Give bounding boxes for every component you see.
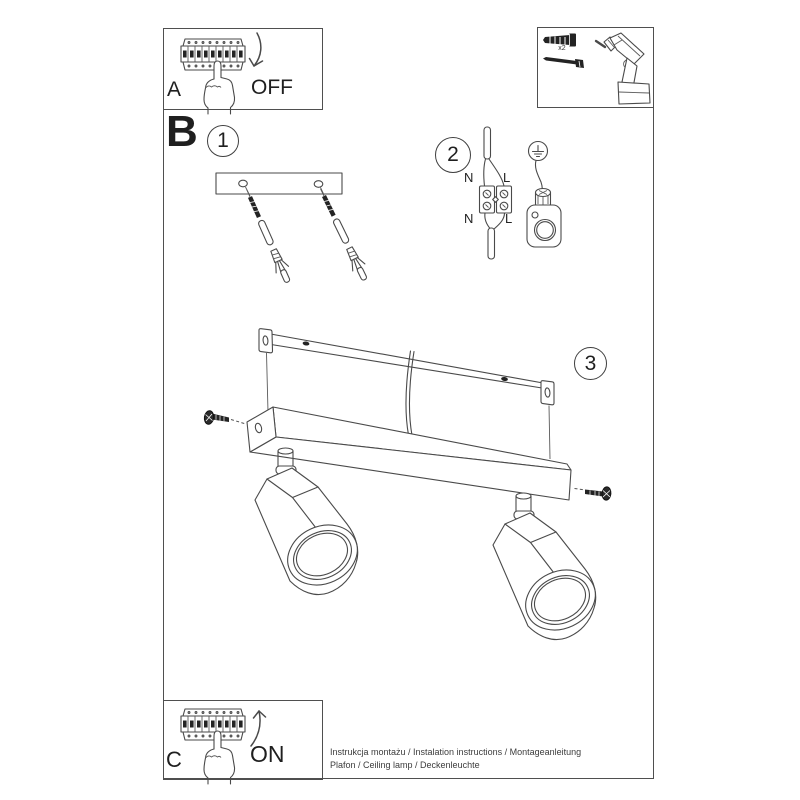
drill-icon [596, 33, 650, 104]
step-2-number: 2 [447, 143, 459, 166]
curved-arrow-down-icon [250, 33, 263, 66]
step-3-badge [574, 347, 607, 380]
earth-ground-symbol-icon [529, 142, 548, 161]
ground-clamp-drawing [527, 161, 561, 248]
side-screw-right-icon [575, 487, 612, 501]
terminal-block-drawing [480, 186, 512, 213]
spotlight-head-right-drawing [493, 493, 605, 641]
footer-line-1: Instrukcja montażu / Instalation instructions / Montageanleitung [330, 747, 582, 757]
neutral-wire-label-top: N [464, 170, 474, 185]
anchor-quantity-label: x2 [558, 45, 566, 52]
footer-text [330, 746, 581, 772]
on-label: ON [250, 741, 285, 767]
live-wire-label-bottom: L [505, 211, 513, 226]
step-1-number: 1 [217, 129, 229, 152]
step-3-number: 3 [584, 351, 597, 375]
panel-a-label: A [167, 78, 182, 101]
off-label: OFF [251, 76, 293, 99]
step-1-badge [207, 125, 239, 157]
lamp-cable-drawing [406, 351, 414, 435]
screw-anchor-drawing [240, 186, 371, 285]
footer-line-2: Plafon / Ceiling lamp / Deckenleuchte [330, 760, 480, 770]
panel-c-label: C [166, 747, 182, 772]
spotlight-head-left-drawing [255, 448, 367, 596]
breaker-panel-icon [181, 709, 245, 740]
mounting-bracket-drawing [216, 173, 342, 196]
section-b-label: B [166, 107, 198, 156]
side-screw-left-icon [203, 410, 246, 425]
screw-icon [543, 57, 584, 68]
breaker-panel-icon [181, 39, 245, 70]
step-2-badge [435, 137, 471, 173]
live-wire-label-top: L [503, 170, 511, 185]
neutral-wire-label-bottom: N [464, 211, 474, 226]
